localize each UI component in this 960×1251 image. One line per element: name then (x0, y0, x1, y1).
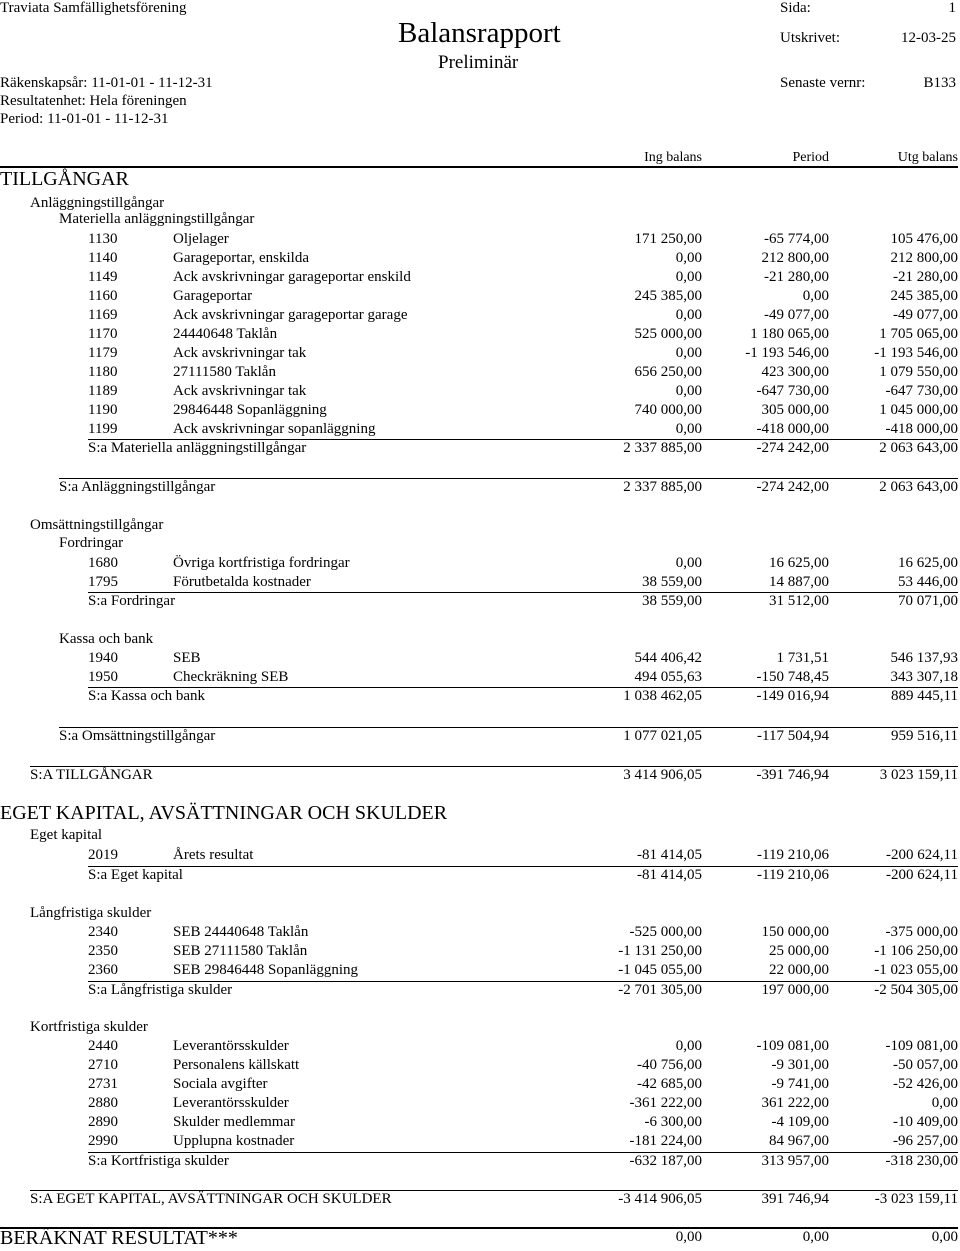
account-name: Leverantörsskulder (173, 1038, 289, 1054)
account-value-2: -150 748,45 (756, 669, 829, 685)
account-value-2: -9 301,00 (771, 1057, 829, 1073)
account-value-2: 16 625,00 (769, 555, 829, 571)
subtotal-value-3: 2 063 643,00 (879, 440, 958, 456)
subtotal-value-3: -200 624,11 (886, 867, 958, 883)
account-value-2: -109 081,00 (756, 1038, 829, 1054)
account-value-3: 212 800,00 (890, 250, 958, 266)
account-number: 2710 (88, 1057, 118, 1073)
account-value-1: 0,00 (675, 555, 702, 571)
account-value-3: 546 137,93 (890, 650, 958, 666)
account-value-2: -418 000,00 (756, 421, 829, 437)
account-name: Checkräkning SEB (173, 669, 289, 685)
report-subtitle: Preliminär (438, 52, 519, 73)
account-value-3: 343 307,18 (890, 669, 958, 685)
account-number: 1149 (88, 269, 118, 285)
printed-date: 12-03-25 (901, 30, 956, 46)
section-heading: EGET KAPITAL, AVSÄTTNINGAR OCH SKULDER (0, 802, 448, 824)
account-value-3: -52 426,00 (893, 1076, 958, 1092)
section-total-label: S:A TILLGÅNGAR (30, 767, 153, 783)
subgroup-heading: Fordringar (59, 535, 124, 551)
account-number: 2890 (88, 1114, 118, 1130)
account-value-3: 105 476,00 (890, 231, 958, 247)
account-value-1: 0,00 (675, 1038, 702, 1054)
account-number: 2350 (88, 943, 118, 959)
account-number: 1189 (88, 383, 118, 399)
account-value-2: 25 000,00 (769, 943, 829, 959)
account-number: 2731 (88, 1076, 118, 1092)
account-value-1: 0,00 (675, 421, 702, 437)
account-value-1: 245 385,00 (634, 288, 702, 304)
account-value-3: -109 081,00 (885, 1038, 958, 1054)
subtotal-value-2: 197 000,00 (761, 982, 829, 998)
account-value-3: -418 000,00 (885, 421, 958, 437)
account-name: Ack avskrivningar garageportar garage (173, 307, 408, 323)
account-number: 1140 (88, 250, 118, 266)
account-value-3: -49 077,00 (893, 307, 958, 323)
account-number: 2019 (88, 847, 118, 863)
account-value-1: 656 250,00 (634, 364, 702, 380)
account-value-3: -647 730,00 (885, 383, 958, 399)
account-name: Ack avskrivningar garageportar enskild (173, 269, 411, 285)
account-number: 2340 (88, 924, 118, 940)
account-name: SEB (173, 650, 201, 666)
page-number: 1 (948, 0, 956, 16)
account-value-3: 0,00 (931, 1095, 958, 1111)
account-name: Sociala avgifter (173, 1076, 268, 1092)
group-total-value-2: -117 504,94 (757, 728, 829, 744)
account-value-3: -1 193 546,00 (874, 345, 958, 361)
subtotal-value-2: 313 957,00 (761, 1153, 829, 1169)
account-name: SEB 29846448 Sopanläggning (173, 962, 359, 978)
result-unit: Resultatenhet: Hela föreningen (0, 93, 187, 109)
account-value-2: 84 967,00 (769, 1133, 829, 1149)
subtotal-value-1: -81 414,05 (637, 867, 702, 883)
group-total-label: S:a Omsättningstillgångar (59, 728, 216, 744)
account-value-1: -42 685,00 (637, 1076, 702, 1092)
group-heading: Omsättningstillgångar (30, 517, 164, 533)
account-value-3: 1 079 550,00 (879, 364, 958, 380)
account-number: 1795 (88, 574, 118, 590)
account-number: 1169 (88, 307, 118, 323)
account-value-1: -361 222,00 (629, 1095, 702, 1111)
account-value-1: -525 000,00 (629, 924, 702, 940)
account-value-2: -647 730,00 (756, 383, 829, 399)
account-value-2: -1 193 546,00 (745, 345, 829, 361)
account-value-1: -6 300,00 (644, 1114, 702, 1130)
account-value-1: 0,00 (675, 383, 702, 399)
last-voucher-number: B133 (923, 75, 956, 91)
subgroup-heading: Kassa och bank (59, 631, 154, 647)
account-value-3: 53 446,00 (898, 574, 958, 590)
account-value-3: -1 106 250,00 (874, 943, 958, 959)
account-value-3: -21 280,00 (893, 269, 958, 285)
subtotal-label: S:a Fordringar (88, 593, 176, 609)
subtotal-value-1: 38 559,00 (642, 593, 702, 609)
account-name: Garageportar, enskilda (173, 250, 310, 266)
subtotal-value-3: 70 071,00 (898, 593, 958, 609)
account-name: Upplupna kostnader (173, 1133, 295, 1149)
account-value-1: 171 250,00 (634, 231, 702, 247)
account-value-2: 150 000,00 (761, 924, 829, 940)
account-name: Personalens källskatt (173, 1057, 300, 1073)
account-number: 1179 (88, 345, 118, 361)
subtotal-value-1: 1 038 462,05 (623, 688, 702, 704)
account-value-2: 14 887,00 (769, 574, 829, 590)
account-value-1: 0,00 (675, 250, 702, 266)
organization-name: Traviata Samfällighetsförening (0, 0, 187, 16)
printed-label: Utskrivet: (780, 30, 840, 46)
column-header-period: Period (792, 150, 829, 165)
account-value-3: -96 257,00 (893, 1133, 958, 1149)
section-total-value-2: -391 746,94 (756, 767, 829, 783)
section-heading: TILLGÅNGAR (0, 168, 129, 190)
subtotal-value-2: -274 242,00 (756, 440, 829, 456)
group-total-value-1: 1 077 021,05 (623, 728, 702, 744)
subtotal-label: S:a Långfristiga skulder (88, 982, 233, 998)
subtotal-value-2: -119 210,06 (757, 867, 829, 883)
account-value-3: -375 000,00 (885, 924, 958, 940)
report-period: Period: 11-01-01 - 11-12-31 (0, 111, 169, 127)
group-total-value-3: 2 063 643,00 (879, 479, 958, 495)
section-total-value-3: 3 023 159,11 (879, 767, 958, 783)
account-value-3: 1 045 000,00 (879, 402, 958, 418)
computed-result-value-3: 0,00 (931, 1229, 958, 1245)
account-value-3: -50 057,00 (893, 1057, 958, 1073)
subtotal-label: S:a Eget kapital (88, 867, 183, 883)
account-number: 1950 (88, 669, 118, 685)
account-value-1: -40 756,00 (637, 1057, 702, 1073)
account-name: Årets resultat (173, 847, 254, 863)
account-name: Förutbetalda kostnader (173, 574, 311, 590)
account-value-2: -21 280,00 (764, 269, 829, 285)
section-total-label: S:A EGET KAPITAL, AVSÄTTNINGAR OCH SKULDER (30, 1191, 392, 1207)
account-value-3: -10 409,00 (893, 1114, 958, 1130)
account-value-1: -181 224,00 (629, 1133, 702, 1149)
account-value-2: -4 109,00 (771, 1114, 829, 1130)
subtotal-value-2: -149 016,94 (756, 688, 829, 704)
header-rule (0, 166, 958, 168)
account-number: 2990 (88, 1133, 118, 1149)
account-value-1: 0,00 (675, 345, 702, 361)
account-value-3: 1 705 065,00 (879, 326, 958, 342)
group-total-value-3: 959 516,11 (891, 728, 958, 744)
account-value-2: 1 731,51 (776, 650, 829, 666)
computed-result-value-1: 0,00 (675, 1229, 702, 1245)
account-name: Ack avskrivningar sopanläggning (173, 421, 376, 437)
subtotal-label: S:a Materiella anläggningstillgångar (88, 440, 307, 456)
account-number: 1680 (88, 555, 118, 571)
account-name: 24440648 Taklån (173, 326, 278, 342)
account-value-2: 361 222,00 (761, 1095, 829, 1111)
account-number: 1180 (88, 364, 118, 380)
account-value-2: -9 741,00 (771, 1076, 829, 1092)
subtotal-value-3: -2 504 305,00 (874, 982, 958, 998)
account-value-3: 245 385,00 (890, 288, 958, 304)
report-title: Balansrapport (398, 17, 561, 49)
account-name: SEB 24440648 Taklån (173, 924, 309, 940)
fiscal-year: Räkenskapsår: 11-01-01 - 11-12-31 (0, 75, 213, 91)
account-number: 2360 (88, 962, 118, 978)
group-heading: Eget kapital (30, 827, 103, 843)
subtotal-value-2: 31 512,00 (769, 593, 829, 609)
section-total-value-1: 3 414 906,05 (623, 767, 702, 783)
account-value-2: 1 180 065,00 (750, 326, 829, 342)
account-name: Oljelager (173, 231, 229, 247)
column-header-closing: Utg balans (897, 150, 958, 165)
section-total-value-1: -3 414 906,05 (618, 1191, 702, 1207)
account-number: 1130 (88, 231, 118, 247)
group-heading: Anläggningstillgångar (30, 195, 165, 211)
account-number: 1199 (88, 421, 118, 437)
account-name: Skulder medlemmar (173, 1114, 296, 1130)
account-number: 1940 (88, 650, 118, 666)
account-value-1: 740 000,00 (634, 402, 702, 418)
account-value-2: -119 210,06 (757, 847, 829, 863)
account-value-1: 0,00 (675, 269, 702, 285)
column-header-opening: Ing balans (644, 150, 702, 165)
subgroup-heading: Materiella anläggningstillgångar (59, 211, 255, 227)
subtotal-value-3: -318 230,00 (885, 1153, 958, 1169)
account-value-2: 423 300,00 (761, 364, 829, 380)
group-total-value-1: 2 337 885,00 (623, 479, 702, 495)
account-value-1: 0,00 (675, 307, 702, 323)
group-total-value-2: -274 242,00 (756, 479, 829, 495)
section-total-value-3: -3 023 159,11 (874, 1191, 958, 1207)
subtotal-label: S:a Kassa och bank (88, 688, 206, 704)
subtotal-value-1: -632 187,00 (629, 1153, 702, 1169)
account-value-1: 525 000,00 (634, 326, 702, 342)
subtotal-label: S:a Kortfristiga skulder (88, 1153, 229, 1169)
group-total-label: S:a Anläggningstillgångar (59, 479, 216, 495)
account-name: Ack avskrivningar tak (173, 383, 307, 399)
account-value-2: -49 077,00 (764, 307, 829, 323)
account-number: 1160 (88, 288, 118, 304)
account-value-1: 38 559,00 (642, 574, 702, 590)
account-number: 2440 (88, 1038, 118, 1054)
account-value-2: 22 000,00 (769, 962, 829, 978)
account-value-2: 305 000,00 (761, 402, 829, 418)
subtotal-value-1: -2 701 305,00 (618, 982, 702, 998)
account-value-2: -65 774,00 (764, 231, 829, 247)
account-name: Ack avskrivningar tak (173, 345, 307, 361)
account-value-3: -1 023 055,00 (874, 962, 958, 978)
account-name: Garageportar (173, 288, 253, 304)
account-value-1: -1 045 055,00 (618, 962, 702, 978)
account-name: Övriga kortfristiga fordringar (173, 555, 350, 571)
account-name: SEB 27111580 Taklån (173, 943, 308, 959)
account-number: 2880 (88, 1095, 118, 1111)
account-value-1: 544 406,42 (634, 650, 702, 666)
account-value-2: 0,00 (802, 288, 829, 304)
account-value-2: 212 800,00 (761, 250, 829, 266)
subtotal-value-1: 2 337 885,00 (623, 440, 702, 456)
account-value-3: 16 625,00 (898, 555, 958, 571)
group-heading: Långfristiga skulder (30, 905, 152, 921)
account-value-1: -1 131 250,00 (618, 943, 702, 959)
account-value-3: -200 624,11 (886, 847, 958, 863)
account-name: Leverantörsskulder (173, 1095, 289, 1111)
account-name: 29846448 Sopanläggning (173, 402, 327, 418)
last-voucher-label: Senaste vernr: (780, 75, 866, 91)
computed-result-value-2: 0,00 (802, 1229, 829, 1245)
subtotal-value-3: 889 445,11 (891, 688, 958, 704)
account-name: 27111580 Taklån (173, 364, 276, 380)
computed-result-label: BERÄKNAT RESULTAT*** (0, 1227, 238, 1249)
account-value-1: 494 055,63 (634, 669, 702, 685)
group-heading: Kortfristiga skulder (30, 1019, 148, 1035)
page-label: Sida: (780, 0, 811, 16)
account-number: 1170 (88, 326, 118, 342)
section-total-value-2: 391 746,94 (761, 1191, 829, 1207)
account-number: 1190 (88, 402, 118, 418)
account-value-1: -81 414,05 (637, 847, 702, 863)
